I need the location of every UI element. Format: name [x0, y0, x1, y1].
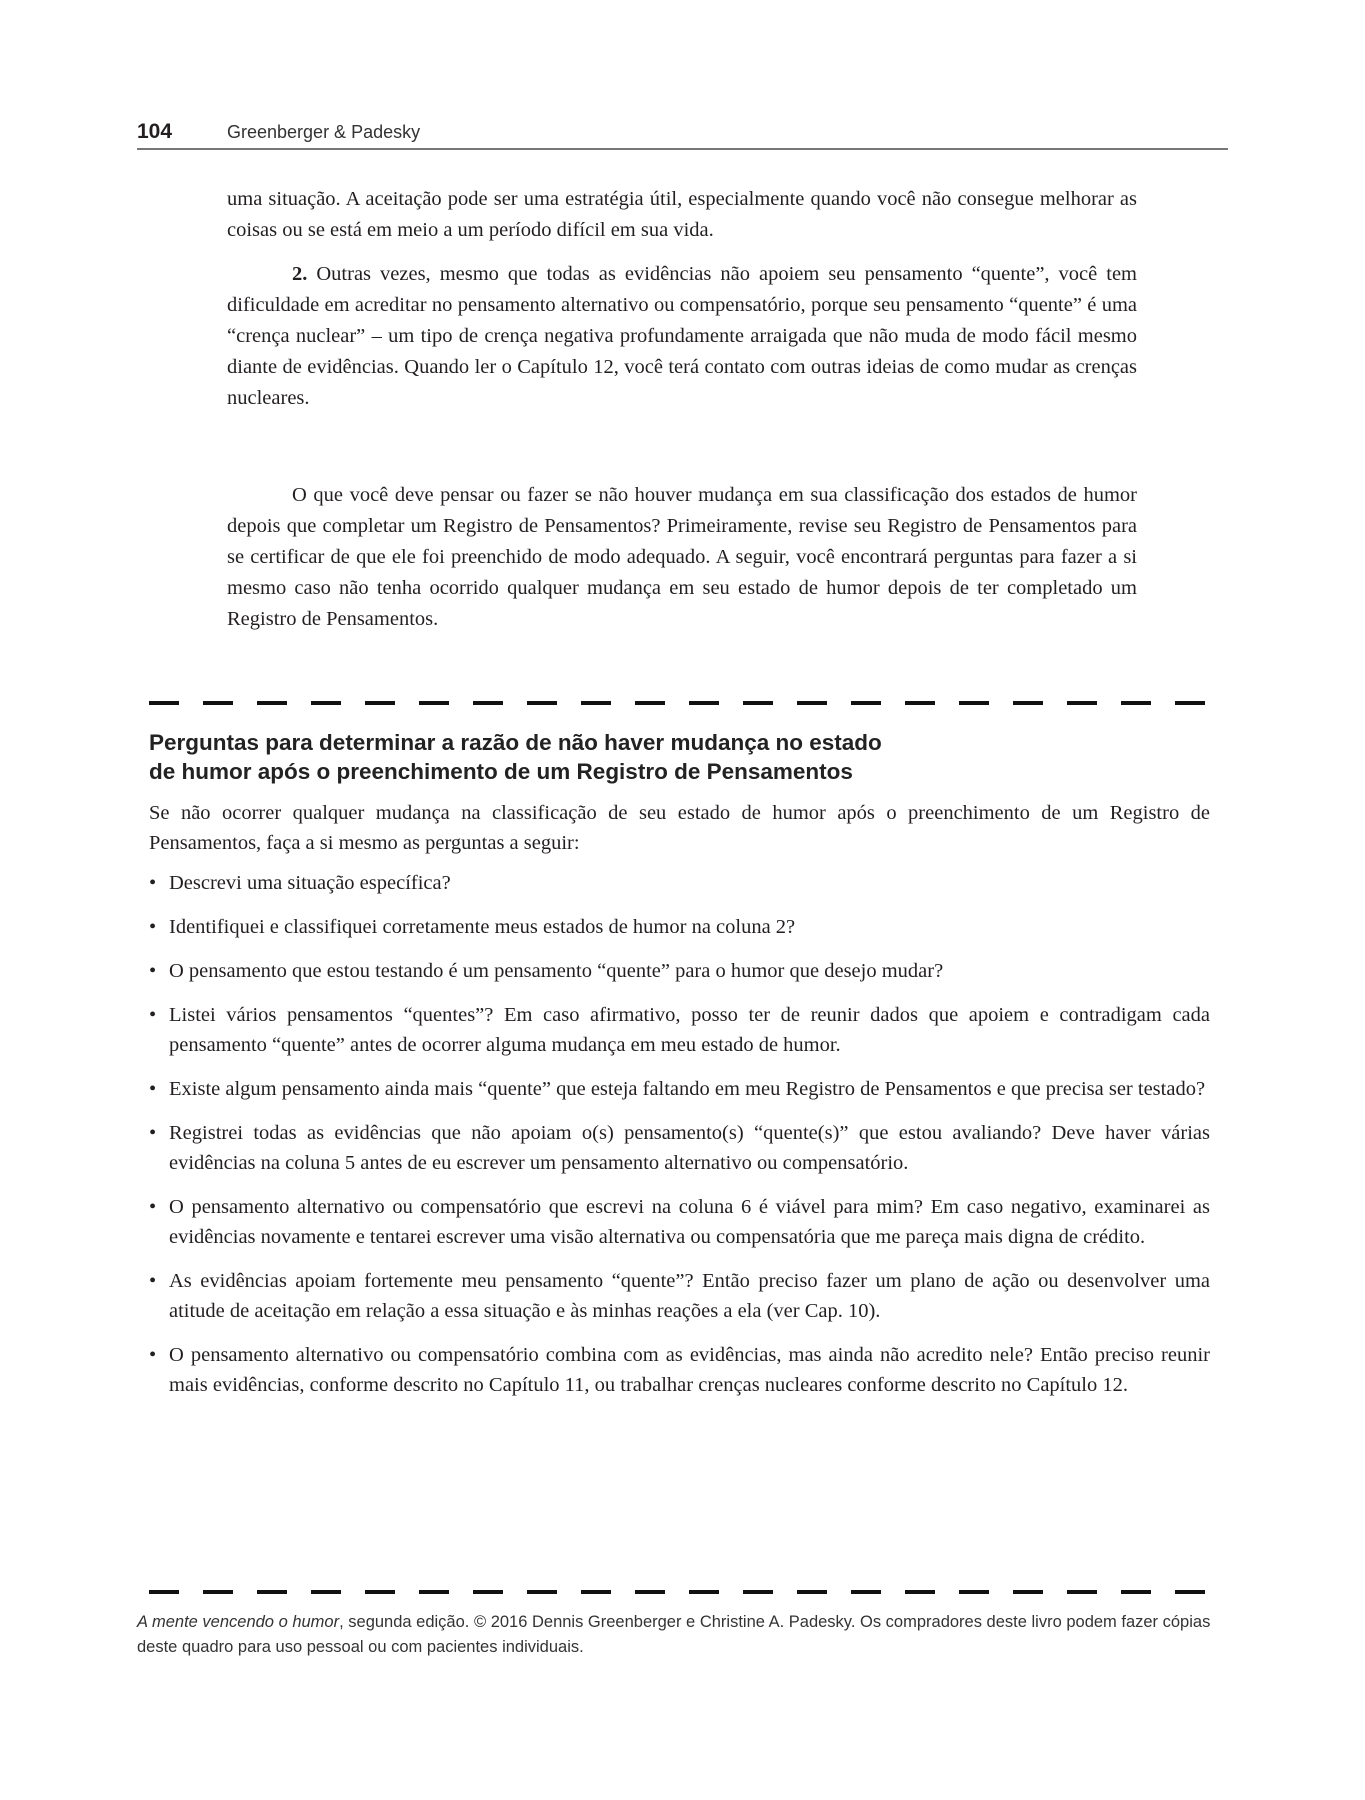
dashed-divider-top	[137, 701, 1228, 705]
page-header	[137, 120, 1228, 150]
body-paragraph-3	[227, 480, 1137, 635]
copyright-footer: A mente vencendo o humor, segunda edição. © 2016 Dennis Greenberger e Christine A. Padesky. Os compradores deste livro podem fazer cópias deste quadro para uso pessoal ou com pacientes individuais.	[137, 1613, 1211, 1656]
question-text: O pensamento alternativo ou compensatório que escrevi na coluna 6 é viável para mim? Em caso negativo, examinarei as evidências novamente e tentarei escrever uma visão alternativa ou compensatória que me pareça mais digna de crédito.	[169, 1196, 1210, 1248]
question-item	[149, 868, 1210, 898]
question-text: Descrevi uma situação específica?	[169, 872, 451, 894]
question-text: As evidências apoiam fortemente meu pensamento “quente”? Então preciso fazer um plano de ação ou desenvolver uma atitude de aceitação em relação a essa situação e às minhas reações a ela (ver Cap. 10).	[169, 1270, 1210, 1322]
bullet-icon: •	[149, 916, 157, 938]
question-text: O pensamento que estou testando é um pensamento “quente” para o humor que desejo mudar?	[169, 960, 944, 982]
bullet-icon: •	[149, 1122, 157, 1144]
bullet-icon: •	[149, 1196, 157, 1218]
bullet-icon: •	[149, 960, 157, 982]
bullet-icon: •	[149, 1004, 157, 1026]
body-paragraph-1	[227, 184, 1137, 246]
page-number: 104	[137, 120, 173, 143]
question-text: O pensamento alternativo ou compensatório combina com as evidências, mas ainda não acredito nele? Então preciso reunir mais evidências, conforme descrito no Capítulo 11, ou trabalhar crenças nucleares conforme descrito no Capítulo 12.	[169, 1344, 1210, 1396]
item-number: 2.	[292, 263, 308, 285]
worksheet-box	[149, 728, 1210, 1414]
question-item	[149, 1000, 1210, 1060]
book-title: A mente vencendo o humor	[137, 1613, 340, 1631]
bullet-icon: •	[149, 1344, 157, 1366]
question-item	[149, 1118, 1210, 1178]
running-head: Greenberger & Padesky	[227, 122, 421, 142]
question-item	[149, 1340, 1210, 1400]
question-item	[149, 912, 1210, 942]
box-intro: Se não ocorrer qualquer mudança na classificação de seu estado de humor após o preenchimento de um Registro de Pensamentos, faça a si mesmo as perguntas a seguir:	[149, 802, 1210, 854]
question-item	[149, 1074, 1210, 1104]
question-text: Registrei todas as evidências que não apoiam o(s) pensamento(s) “quente(s)” que estou avaliando? Deve haver várias evidências na coluna 5 antes de eu escrever um pensamento alternativo ou compensatório.	[169, 1122, 1210, 1174]
question-item	[149, 1266, 1210, 1326]
question-list	[149, 868, 1210, 1400]
bullet-icon: •	[149, 1270, 157, 1292]
dashed-divider-bottom	[137, 1590, 1228, 1594]
paragraph-text: Outras vezes, mesmo que todas as evidências não apoiem seu pensamento “quente”, você tem dificuldade em acreditar no pensamento alternativo ou compensatório, porque seu pensamento “quente” é uma “crença nuclear” – um tipo de crença negativa profundamente arraigada que não muda de modo fácil mesmo diante de evidências. Quando ler o Capítulo 12, você terá contato com outras ideias de como mudar as crenças nucleares.	[227, 263, 1137, 409]
paragraph-text: O que você deve pensar ou fazer se não houver mudança em sua classificação dos estados de humor depois que completar um Registro de Pensamentos? Primeiramente, revise seu Registro de Pensamentos para se certificar de que ele foi preenchido de modo adequado. A seguir, você encontrará perguntas para fazer a si mesmo caso não tenha ocorrido qualquer mudança em seu estado de humor depois de ter completado um Registro de Pensamentos.	[227, 484, 1137, 630]
box-title: Perguntas para determinar a razão de não haver mudança no estado de humor após o preenchimento de um Registro de Pensamentos	[149, 730, 882, 784]
body-paragraph-2	[227, 259, 1137, 414]
question-text: Listei vários pensamentos “quentes”? Em caso afirmativo, posso ter de reunir dados que apoiem e contradigam cada pensamento “quente” antes de ocorrer alguma mudança em meu estado de humor.	[169, 1004, 1210, 1056]
bullet-icon: •	[149, 1078, 157, 1100]
question-text: Identifiquei e classifiquei corretamente meus estados de humor na coluna 2?	[169, 916, 796, 938]
question-item	[149, 956, 1210, 986]
question-text: Existe algum pensamento ainda mais “quente” que esteja faltando em meu Registro de Pensamentos e que precisa ser testado?	[169, 1078, 1206, 1100]
question-item	[149, 1192, 1210, 1252]
paragraph-text: uma situação. A aceitação pode ser uma estratégia útil, especialmente quando você não consegue melhorar as coisas ou se está em meio a um período difícil em sua vida.	[227, 188, 1137, 241]
bullet-icon: •	[149, 872, 157, 894]
